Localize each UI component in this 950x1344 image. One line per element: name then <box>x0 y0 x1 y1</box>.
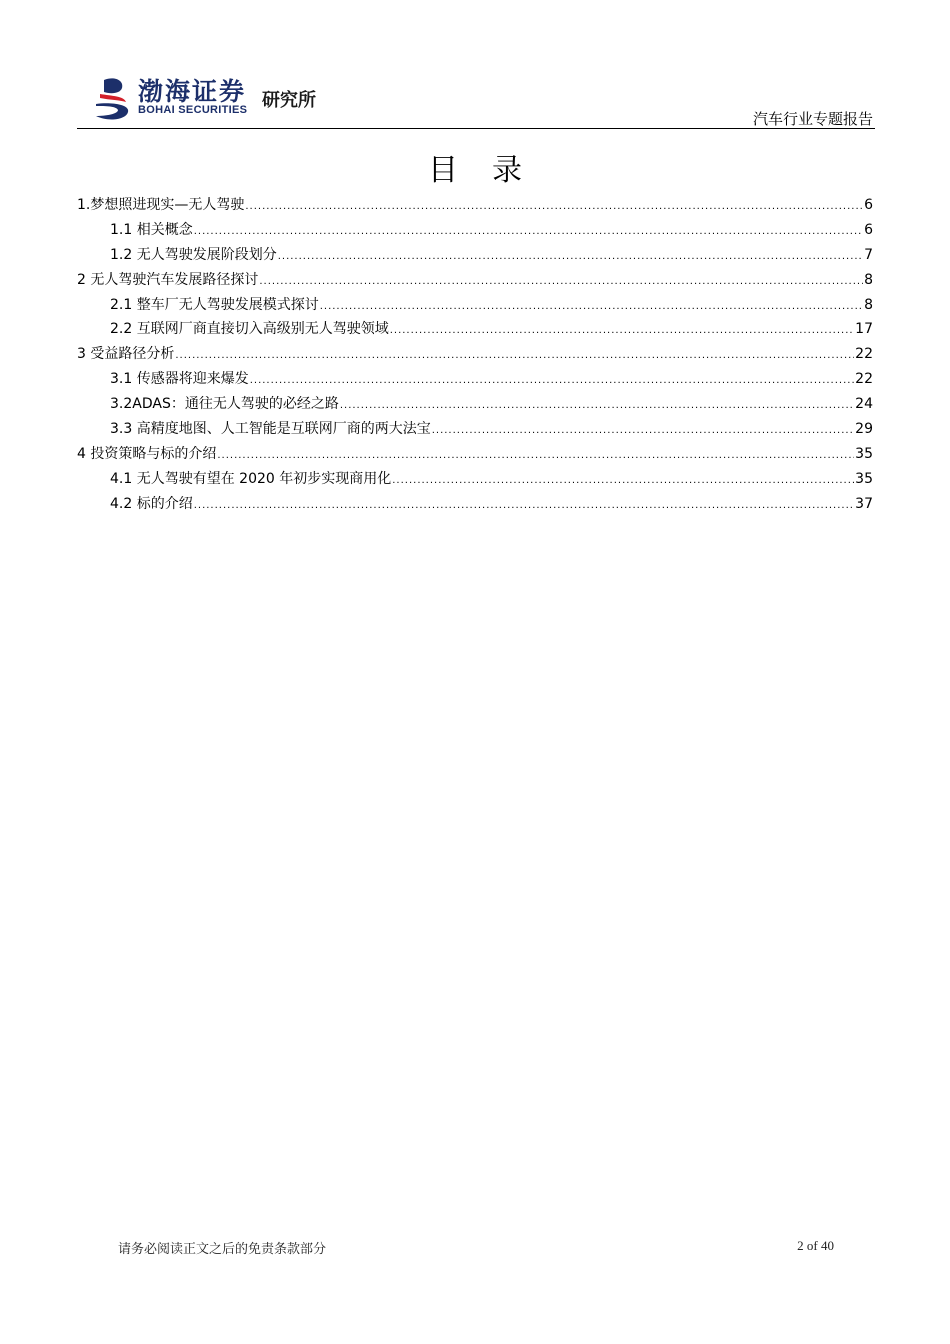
toc-entry-title[interactable]: 1.1 相关概念 <box>110 221 193 238</box>
logo-english-name: BOHAI SECURITIES <box>138 104 248 116</box>
toc-dot-leader <box>259 277 863 287</box>
company-logo <box>90 72 335 124</box>
toc-entry-page[interactable]: 24 <box>855 396 873 413</box>
logo-chinese-name: 渤海证券 <box>138 77 247 106</box>
toc-dot-leader <box>340 401 854 411</box>
footer-disclaimer: 请务必阅读正文之后的免责条款部分 <box>118 1242 327 1257</box>
institute-label: 研究所 <box>262 90 316 111</box>
toc-entry-title[interactable]: 3.3 高精度地图、人工智能是互联网厂商的两大法宝 <box>110 421 431 438</box>
toc-dot-leader <box>278 252 863 262</box>
toc-entry[interactable] <box>77 393 873 418</box>
toc-entry-title[interactable]: 3.1 传感器将迎来爆发 <box>110 371 249 388</box>
toc-entry-title[interactable]: 1.梦想照进现实—无人驾驶 <box>77 197 245 213</box>
toc-dot-leader <box>245 202 863 212</box>
toc-entry[interactable] <box>77 493 873 518</box>
toc-entry[interactable] <box>77 343 873 368</box>
toc-entry-page[interactable]: 35 <box>855 445 873 462</box>
toc-entry-title[interactable]: 4.2 标的介绍 <box>110 495 193 512</box>
toc-entry-page[interactable]: 22 <box>855 371 873 388</box>
toc-title: 目录 <box>428 153 556 188</box>
table-of-contents <box>77 194 873 518</box>
toc-entry[interactable] <box>77 244 873 269</box>
toc-entry[interactable] <box>77 368 873 393</box>
toc-entry-title[interactable]: 4.1 无人驾驶有望在 2020 年初步实现商用化 <box>110 470 392 487</box>
toc-entry[interactable] <box>77 219 873 244</box>
toc-entry[interactable] <box>77 468 873 493</box>
toc-entry-page[interactable]: 29 <box>855 421 873 438</box>
toc-dot-leader <box>250 376 854 386</box>
toc-dot-leader <box>320 302 863 312</box>
header-divider <box>77 128 875 129</box>
toc-entry-title[interactable]: 3.2ADAS：通往无人驾驶的必经之路 <box>110 396 339 413</box>
toc-entry-title[interactable]: 2.1 整车厂无人驾驶发展模式探讨 <box>110 296 319 313</box>
toc-dot-leader <box>392 476 854 486</box>
toc-entry-page[interactable]: 22 <box>855 346 873 363</box>
toc-entry[interactable] <box>77 318 873 343</box>
toc-entry[interactable] <box>77 418 873 443</box>
page-number: 2 of 40 <box>797 1238 834 1253</box>
toc-entry[interactable] <box>77 294 873 319</box>
report-type: 汽车行业专题报告 <box>752 110 873 128</box>
toc-entry-page[interactable]: 8 <box>864 296 873 313</box>
toc-entry-page[interactable]: 37 <box>855 495 873 512</box>
toc-entry[interactable] <box>77 443 873 468</box>
toc-dot-leader <box>390 326 854 336</box>
toc-dot-leader <box>217 451 854 461</box>
toc-entry-title[interactable]: 3 受益路径分析 <box>77 346 175 363</box>
toc-entry[interactable] <box>77 194 873 219</box>
toc-entry-title[interactable]: 2.2 互联网厂商直接切入高级别无人驾驶领域 <box>110 321 389 338</box>
toc-entry-page[interactable]: 8 <box>864 271 873 288</box>
toc-entry-page[interactable]: 6 <box>864 197 873 213</box>
toc-entry-page[interactable]: 7 <box>864 246 873 263</box>
toc-entry-page[interactable]: 6 <box>864 221 873 238</box>
toc-entry-title[interactable]: 4 投资策略与标的介绍 <box>77 445 217 462</box>
toc-entry[interactable] <box>77 269 873 294</box>
toc-entry-page[interactable]: 35 <box>855 470 873 487</box>
toc-entry-page[interactable]: 17 <box>855 321 873 338</box>
toc-dot-leader <box>194 501 854 511</box>
toc-dot-leader <box>194 227 863 237</box>
bohai-logo-icon <box>90 76 134 122</box>
toc-entry-title[interactable]: 2 无人驾驶汽车发展路径探讨 <box>77 271 259 288</box>
toc-dot-leader <box>432 426 854 436</box>
toc-dot-leader <box>175 351 854 361</box>
toc-entry-title[interactable]: 1.2 无人驾驶发展阶段划分 <box>110 246 277 263</box>
